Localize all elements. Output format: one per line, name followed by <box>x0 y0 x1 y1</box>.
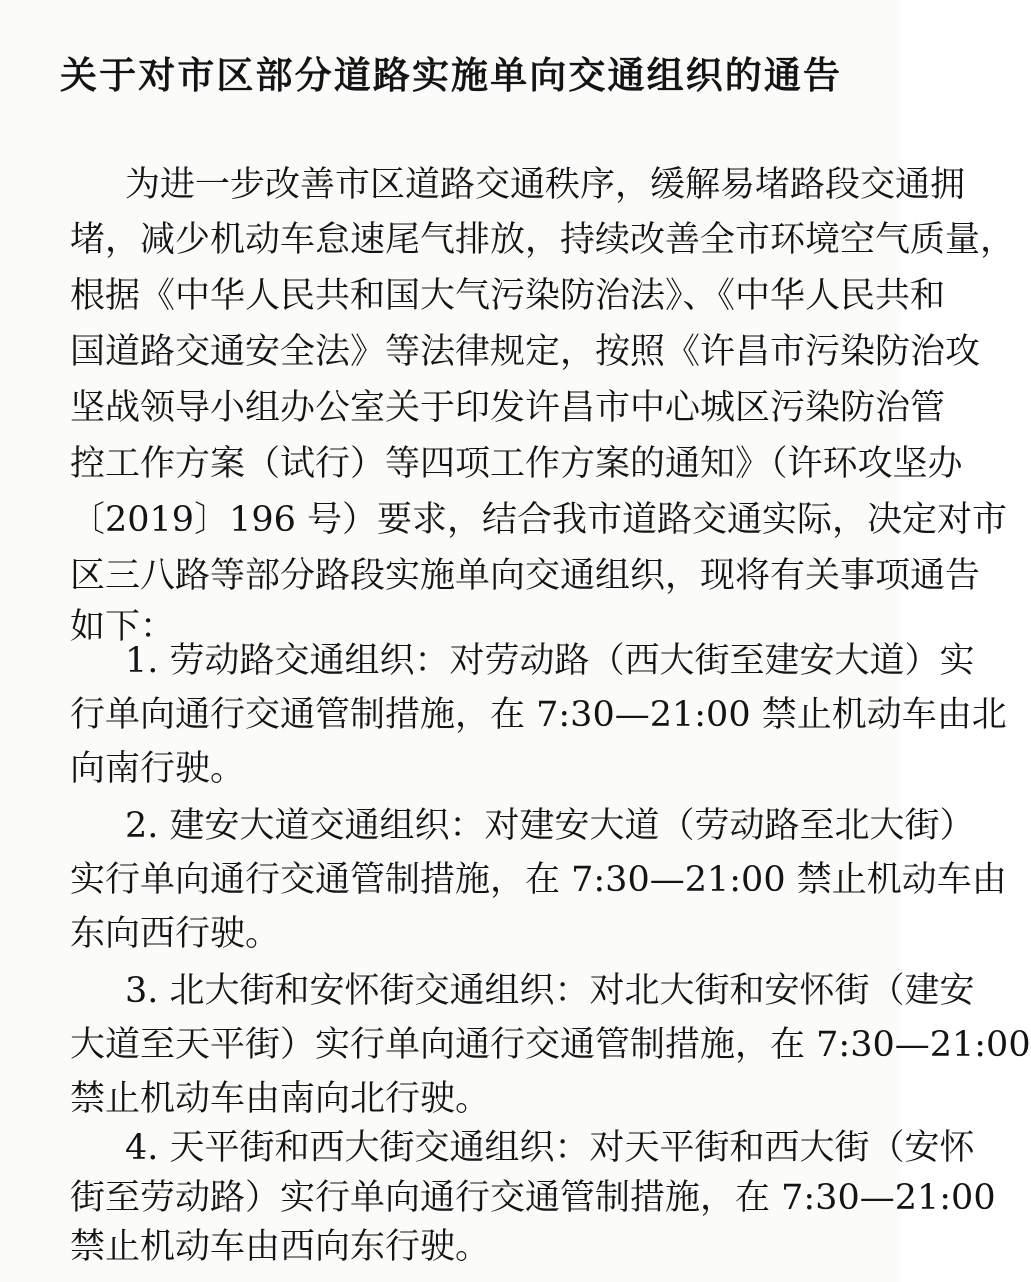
text-line: 堵，减少机动车怠速尾气排放，持续改善全市环境空气质量， <box>70 220 1016 260</box>
text-line: 1. 劳动路交通组织：对劳动路（西大街至建安大道）实 <box>125 641 975 681</box>
text-line: 为进一步改善市区道路交通秩序，缓解易堵路段交通拥 <box>125 165 966 205</box>
text-line: 区三八路等部分路段实施单向交通组织，现将有关事项通告 <box>70 556 981 596</box>
text-line: 禁止机动车由南向北行驶。 <box>70 1079 491 1119</box>
text-line: 街至劳动路）实行单向通行交通管制措施，在 7:30—21:00 <box>70 1178 996 1218</box>
document-title: 关于对市区部分道路实施单向交通组织的通告 <box>60 53 840 97</box>
text-line: 2. 建安大道交通组织：对建安大道（劳动路至北大街） <box>125 806 975 846</box>
text-line: 禁止机动车由西向东行驶。 <box>70 1227 491 1267</box>
text-line: 4. 天平街和西大街交通组织：对天平街和西大街（安怀 <box>125 1128 975 1168</box>
text-line: 向南行驶。 <box>70 749 246 789</box>
text-line: 如下： <box>70 607 176 647</box>
text-line: 〔2019〕196 号）要求，结合我市道路交通实际，决定对市 <box>70 500 1008 540</box>
text-line: 行单向通行交通管制措施，在 7:30—21:00 禁止机动车由北 <box>70 695 1007 735</box>
text-line: 控工作方案（试行）等四项工作方案的通知》（许环攻坚办 <box>70 444 963 484</box>
text-line: 国道路交通安全法》等法律规定，按照《许昌市污染防治攻 <box>70 332 981 372</box>
text-line: 3. 北大街和安怀街交通组织：对北大街和安怀街（建安 <box>125 971 975 1011</box>
text-line: 东向西行驶。 <box>70 914 281 954</box>
text-line: 坚战领导小组办公室关于印发许昌市中心城区污染防治管 <box>70 388 946 428</box>
text-line: 大道至天平街）实行单向通行交通管制措施，在 7:30—21:00 <box>70 1025 1031 1065</box>
text-line: 根据《中华人民共和国大气污染防治法》、《中华人民共和 <box>70 276 946 316</box>
text-line: 实行单向通行交通管制措施，在 7:30—21:00 禁止机动车由 <box>70 860 1007 900</box>
